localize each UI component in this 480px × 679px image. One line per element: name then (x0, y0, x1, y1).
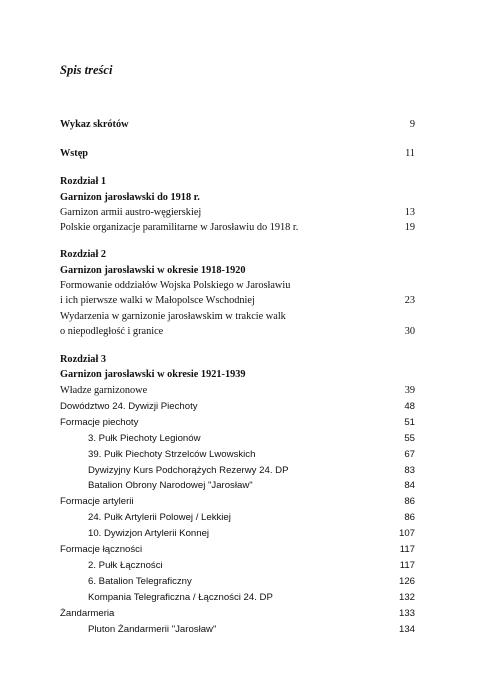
toc-entry (60, 622, 415, 638)
entry-label: 3. Pułk Piechoty Legionów (88, 433, 201, 444)
entry-label: Batalion Obrony Narodowej "Jarosław" (88, 480, 253, 491)
toc-entry (60, 606, 415, 622)
toc-entry (60, 574, 415, 590)
page-title: Spis treści (60, 63, 113, 77)
toc-entry (60, 205, 415, 221)
entry-page-number: 134 (398, 624, 415, 635)
chapter-heading (60, 174, 415, 190)
toc-entry (60, 309, 415, 325)
entry-label: Formowanie oddziałów Wojska Polskiego w Jarosławiu (60, 280, 291, 291)
toc-entry (60, 220, 415, 236)
entry-label: Wykaz skrótów (60, 119, 129, 130)
entry-page-number: 86 (404, 496, 415, 507)
entry-page-number: 107 (398, 528, 415, 539)
entry-label: 6. Batalion Telegraficzny (88, 576, 192, 587)
entry-label: Formacje łączności (60, 544, 143, 555)
toc-entry (60, 558, 415, 574)
entry-label: 10. Dywizjon Artylerii Konnej (88, 528, 210, 539)
entry-label: 24. Pułk Artylerii Polowej / Lekkiej (88, 512, 231, 523)
toc-entry (60, 494, 415, 510)
entry-page-number: 84 (404, 480, 415, 491)
entry-label: Garnizon jarosławski w okresie 1918-1920 (60, 265, 246, 276)
entry-page-number: 19 (404, 222, 415, 233)
toc-entry (60, 526, 415, 542)
entry-page-number: 67 (404, 449, 415, 460)
entry-page-number: 9 (409, 119, 415, 130)
toc-entry (60, 383, 415, 399)
entry-page-number: 117 (399, 560, 415, 571)
toc-entry (60, 463, 415, 479)
entry-label: 2. Pułk Łączności (88, 560, 163, 571)
toc-entry (60, 278, 415, 294)
chapter-title (60, 367, 415, 383)
entry-label: Pluton Żandarmerii "Jarosław" (88, 624, 217, 635)
entry-label: 39. Pułk Piechoty Strzelców Lwowskich (88, 449, 256, 460)
entry-page-number: 51 (404, 417, 415, 428)
entry-page-number: 133 (398, 608, 415, 619)
entry-label: Polskie organizacje paramilitarne w Jarosławiu do 1918 r. (60, 222, 299, 233)
entry-page-number: 55 (404, 433, 415, 444)
entry-label: Rozdział 1 (60, 176, 107, 187)
entry-label: Żandarmeria (60, 608, 115, 619)
toc-entry (60, 431, 415, 447)
entry-page-number: 13 (404, 207, 415, 218)
chapter-heading (60, 352, 415, 368)
toc-entry (60, 399, 415, 415)
entry-label: o niepodległość i granice (60, 326, 164, 337)
entry-label: Wstęp (60, 148, 89, 159)
entry-label: Rozdział 3 (60, 354, 107, 365)
entry-label: Garnizon jarosławski do 1918 r. (60, 192, 200, 203)
toc-entry (60, 478, 415, 494)
toc-entry (60, 447, 415, 463)
entry-label: Formacje artylerii (60, 496, 134, 507)
toc-entry (60, 117, 415, 133)
toc-entry (60, 146, 415, 162)
entry-page-number: 23 (404, 295, 415, 306)
entry-page-number: 132 (398, 592, 415, 603)
chapter-title (60, 190, 415, 206)
entry-label: Dowództwo 24. Dywizji Piechoty (60, 401, 198, 412)
entry-page-number: 48 (404, 401, 415, 412)
entry-label: Garnizon jarosławski w okresie 1921-1939 (60, 369, 246, 380)
entry-label: Kompania Telegraficzna / Łączności 24. DP (88, 592, 273, 603)
entry-page-number: 11 (405, 148, 415, 159)
entry-label: i ich pierwsze walki w Małopolsce Wschodniej (60, 295, 255, 306)
chapter-heading (60, 247, 415, 263)
toc-entry (60, 542, 415, 558)
entry-label: Władze garnizonowe (60, 385, 148, 396)
entry-page-number: 83 (404, 465, 415, 476)
toc-entry (60, 293, 415, 309)
entry-page-number: 117 (399, 544, 415, 555)
toc-entry (60, 415, 415, 431)
entry-label: Formacje piechoty (60, 417, 139, 428)
toc-entry (60, 590, 415, 606)
entry-label: Rozdział 2 (60, 249, 107, 260)
entry-label: Wydarzenia w garnizonie jarosławskim w trakcie walk (60, 311, 286, 322)
entry-page-number: 39 (404, 385, 415, 396)
toc-entry (60, 510, 415, 526)
entry-page-number: 30 (404, 326, 415, 337)
entry-label: Dywizyjny Kurs Podchorążych Rezerwy 24. DP (88, 465, 289, 476)
entry-label: Garnizon armii austro-węgierskiej (60, 207, 202, 218)
entry-page-number: 126 (398, 576, 415, 587)
toc-entry (60, 324, 415, 340)
chapter-title (60, 263, 415, 279)
entry-page-number: 86 (404, 512, 415, 523)
